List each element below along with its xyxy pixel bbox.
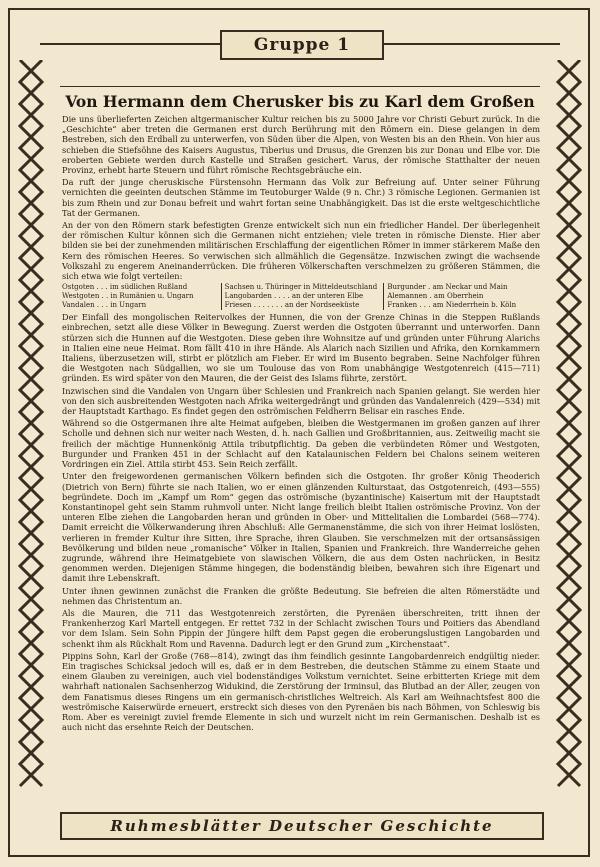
paragraph-karl-der-grosse: Pippins Sohn, Karl der Große (768—814), zwingt das ihm feindlich gesinnte Langobardenreich endgültig nieder. Ein tragisches Schicksal jedoch will es, daß er in dem Bestreben, die deutschen Stämme zu einem Staate und einem Glauben zu vereinigen, auch viel bodenständiges Volkstum vernichtet. Seine erbitterten Kriege mit dem wahrhaft nationalen Sachsenherzog Widukind, die Zerstörung der Irminsul, das Blutbad an der Aller, zeugen von dem Fanatismus dieses Ringens um ein germanisch-christliches Weltreich. Als Karl am Weihnachtsfest 800 die weströmische Kaiserwürde erneuert, erstreckt sich dieses von den Pyrenäen bis nach Böhmen, von Schleswig bis Rom. Aber es vereinigt zuviel fremde Elemente in sich und wurzelt nicht im rein Germanischen. Deshalb ist es auch nicht das ersehnte Reich der Deutschen. xyxy=(62,650,540,733)
tribe-distribution-table xyxy=(62,283,540,310)
footer-banner xyxy=(60,812,544,840)
paragraph-huns: Der Einfall des mongolischen Reitervolkes der Hunnen, die von der Grenze Chinas in die Steppen Rußlands einbrechen, setzt alle diese Völker in Bewegung. Zuerst werden die Ostgoten überrannt und unterworfen. Dann stürzen sich die Hunnen auf die Westgoten. Diese geben ihre Wohnsitze auf und gründen unter Führung Alarichs in Italien eine neue Heimat. Rom fällt 410 in ihre Hände. Als Alarich nach Sizilien und Afrika, den Kornkammern Italiens, überzusetzen will, stirbt er plötzlich am Fieber. Er wird im Busento begraben. Seine Nachfolger führen die Westgoten nach Südgallien, wo sie um Toulouse das von Rom unabhängige Westgotenreich (415—711) gründen. Es wird später von den Mauren, die der Geist des Islams führte, zerstört. xyxy=(62,312,540,384)
tribe-column xyxy=(383,283,540,310)
tribe-entry: Langobarden . . . . an der unteren Elbe xyxy=(224,292,364,301)
tribe-entry: Burgunder . am Neckar und Main xyxy=(387,283,508,292)
paragraph-intro: Die uns überlieferten Zeichen altgermanischer Kultur reichen bis zu 5000 Jahre vor Christi Geburt zurück. In die „Geschichte“ aber treten die Germanen erst durch Berührung mit den Römern ein. Diese gelangen in dem Bestreben, sich den Erdball zu unterwerfen, von Süden über die Alpen, von Westen bis an den Rhein. Von hier aus schieben die Stiefsöhne des Kaisers Augustus, Tiberius und Drusus, die Grenzen bis zur Donau und Elbe vor. Die eroberten Gebiete werden durch Kastelle und Straßen gesichert. Varus, der römische Statthalter der neuen Provinz, erhebt harte Steuern und führt römische Rechtsgebräuche ein. xyxy=(62,114,540,176)
tribe-column xyxy=(62,283,215,310)
right-ornament-border xyxy=(554,60,584,800)
tribe-entry: Alemannen . am Oberrhein xyxy=(387,292,484,301)
article-body xyxy=(62,114,540,794)
paragraph-ostrogoths: Unter den freigewordenen germanischen Völkern befinden sich die Ostgoten. Ihr großer König Theoderich (Dietrich von Bern) führte sie nach Italien, wo er einen glänzenden Kulturstaat, das Ostgotenreich, (493—555) begründete. Doch im „Kampf um Rom“ gegen das oströmische (byzantinische) Kaisertum mit der Hauptstadt Konstantinopel geht sein Stamm ruhmvoll unter. Nicht lange freilich bleibt Italien oströmische Provinz. Von der unteren Elbe ziehen die Langobarden heran und gründen in Ober- und Mittelitalien die Lombardei (568—774). Damit erreicht die Völkerwanderung ihren Abschluß: Alle Germanenstämme, die sich von ihrer Heimat loslösten, verlieren in fremder Kultur ihre Sitten, ihre Sprache, ihren Glauben. Sie verschmelzen mit der ortsansässigen Bevölkerung und bilden neue „romanische“ Völker in Italien, Spanien und Frankreich. Ihre Wanderreiche gehen zugrunde, während ihre Heimatgebiete von slawischen Völkern, die aus dem Osten nachrücken, in Besitz genommen werden. Diejenigen Stämme hingegen, die bodenständig bleiben, bewahren sich ihre Eigenart und damit ihre Lebenskraft. xyxy=(62,471,540,584)
paragraph-hermann: Da ruft der junge cheruskische Fürstensohn Hermann das Volk zur Befreiung auf. Unter seiner Führung vernichten die geeinten deutschen Stämme im Teutoburger Walde (9 n. Chr.) 3 römische Legionen. Germanien ist bis zum Rhein und zur Donau befreit und wahrt fortan seine Unabhängigkeit. Das ist die erste weltgeschichtliche Tat der Germanen. xyxy=(62,177,540,218)
paragraph-attila: Während so die Ostgermanen ihre alte Heimat aufgeben, bleiben die Westgermanen im großen ganzen auf ihrer Scholle und dehnen sich nur weiter nach Westen, d. h. nach Gallien und Großbritannien, aus. Zeitweilig macht sie freilich der mächtige Hunnenkönig Attila tributpflichtig. Da geben die verbündeten Römer und Westgoten, Burgunder und Franken 451 in der Schlacht auf den Katalaunischen Feldern bei Chalons seinem weiteren Vordringen ein Ziel. Attila stirbt 453. Sein Reich zerfällt. xyxy=(62,418,540,470)
paragraph-vandals: Inzwischen sind die Vandalen von Ungarn über Schlesien und Frankreich nach Spanien gelangt. Sie werden hier von den sich ausbreitenden Westgoten nach Afrika weitergedrängt und gründen das Vandalenreich (429—534) mit der Hauptstadt Karthago. Es findet gegen den oströmischen Feldherrn Belisar ein rasches Ende. xyxy=(62,385,540,417)
tribe-column xyxy=(221,283,378,310)
tribe-entry: Ostgoten . . . im südlichen Rußland xyxy=(62,283,188,292)
paragraph-karl-martell: Als die Mauren, die 711 das Westgotenreich zerstörten, die Pyrenäen überschreiten, tritt ihnen der Frankenherzog Karl Martell entgegen. Er rettet 732 in der Schlacht zwischen Tours und Poitiers das Abendland vor dem Islam. Sein Sohn Pippin der Jüngere hilft dem Papst gegen die eroberungslustigen Langobarden und schenkt ihm als Rückhalt Rom und Ravenna. Dadurch legt er den Grund zum „Kirchenstaat“. xyxy=(62,607,540,649)
group-label xyxy=(220,30,384,60)
zigzag-ornament-icon xyxy=(16,60,46,800)
paragraph-franks: Unter ihnen gewinnen zunächst die Franken die größte Bedeutung. Sie befreien die alten Römerstädte und nehmen das Christentum an. xyxy=(62,585,540,606)
footer-title: Ruhmesblätter Deutscher Geschichte xyxy=(110,817,494,835)
heading-rule xyxy=(60,86,540,87)
page-title: Von Hermann dem Cherusker bis zu Karl dem Großen xyxy=(65,92,535,111)
title-rule-right xyxy=(380,43,560,45)
tribe-entry: Franken . . . am Niederrhein b. Köln xyxy=(387,301,517,310)
tribe-entry: Westgoten . . in Rumänien u. Ungarn xyxy=(62,292,194,301)
paragraph-trade: An der von den Römern stark befestigten Grenze entwickelt sich nun ein friedlicher Handel. Der überlegenheit der römischen Kultur können sich die Germanen nicht entziehen; viele treten in römische Dienste. Hier aber bilden sie bei der zunehmenden militärischen Erschlaffung der eigentlichen Römer in immer stärkerem Maße den Kern des römischen Heeres. So verwischen sich allmählich die Gegensätze. Inzwischen zwingt die wachsende Volkszahl zu engerem Aneinanderrücken. Die früheren Völkerschaften verschmelzen zu größeren Stämmen, die sich etwa wie folgt verteilen: xyxy=(62,220,540,282)
zigzag-ornament-icon xyxy=(554,60,584,800)
tribe-entry: Friesen . . . . . . . an der Nordseeküste xyxy=(224,301,360,310)
tribe-entry: Sachsen u. Thüringer in Mitteldeutschland xyxy=(224,283,378,292)
group-label-text: Gruppe 1 xyxy=(253,35,351,55)
left-ornament-border xyxy=(16,60,46,800)
tribe-entry: Vandalen . . . in Ungarn xyxy=(62,301,147,310)
title-rule-left xyxy=(40,43,220,45)
